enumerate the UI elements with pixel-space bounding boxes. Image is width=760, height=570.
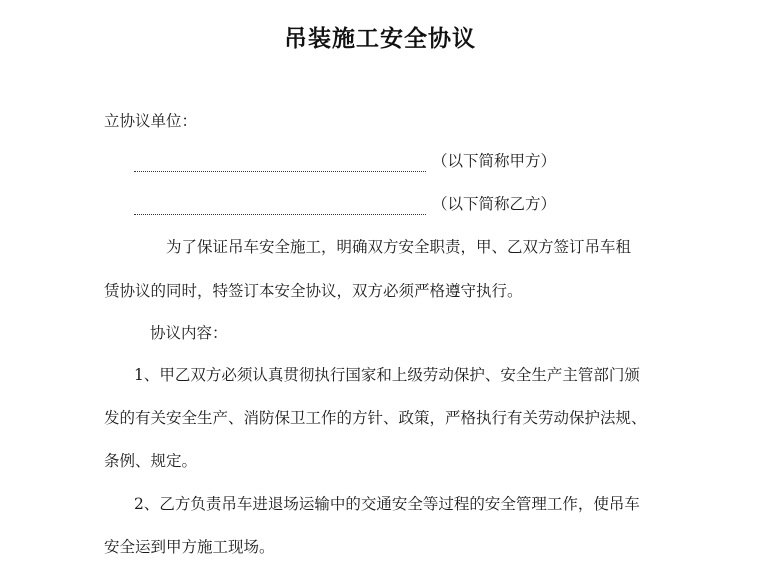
party-a-row <box>134 150 556 172</box>
clause-1-line-2: 发的有关安全生产、消防保卫工作的方针、政策，严格执行有关劳动保护法规、 <box>104 409 647 427</box>
parties-label: 立协议单位： <box>104 112 198 130</box>
clause-1-line-1: 1、甲乙双方必须认真贯彻执行国家和上级劳动保护、安全生产主管部门颁 <box>134 366 640 384</box>
clause-2-line-1: 2、乙方负责吊车进退场运输中的交通安全等过程的安全管理工作，使吊车 <box>134 495 640 513</box>
party-a-suffix: （以下简称甲方） <box>432 152 557 170</box>
clause-2-line-2: 安全运到甲方施工现场。 <box>104 538 275 556</box>
content-label: 协议内容： <box>150 324 228 342</box>
party-b-suffix: （以下简称乙方） <box>432 195 557 213</box>
document-title: 吊装施工安全协议 <box>284 25 476 52</box>
party-a-blank <box>134 155 426 172</box>
party-b-blank <box>134 198 426 215</box>
intro-line-1: 为了保证吊车安全施工，明确双方安全职责，甲、乙双方签订吊车租 <box>166 238 632 256</box>
party-b-row <box>134 193 556 215</box>
clause-1-line-3: 条例、规定。 <box>104 452 198 470</box>
intro-line-2: 赁协议的同时，特签订本安全协议，双方必须严格遵守执行。 <box>104 282 523 300</box>
